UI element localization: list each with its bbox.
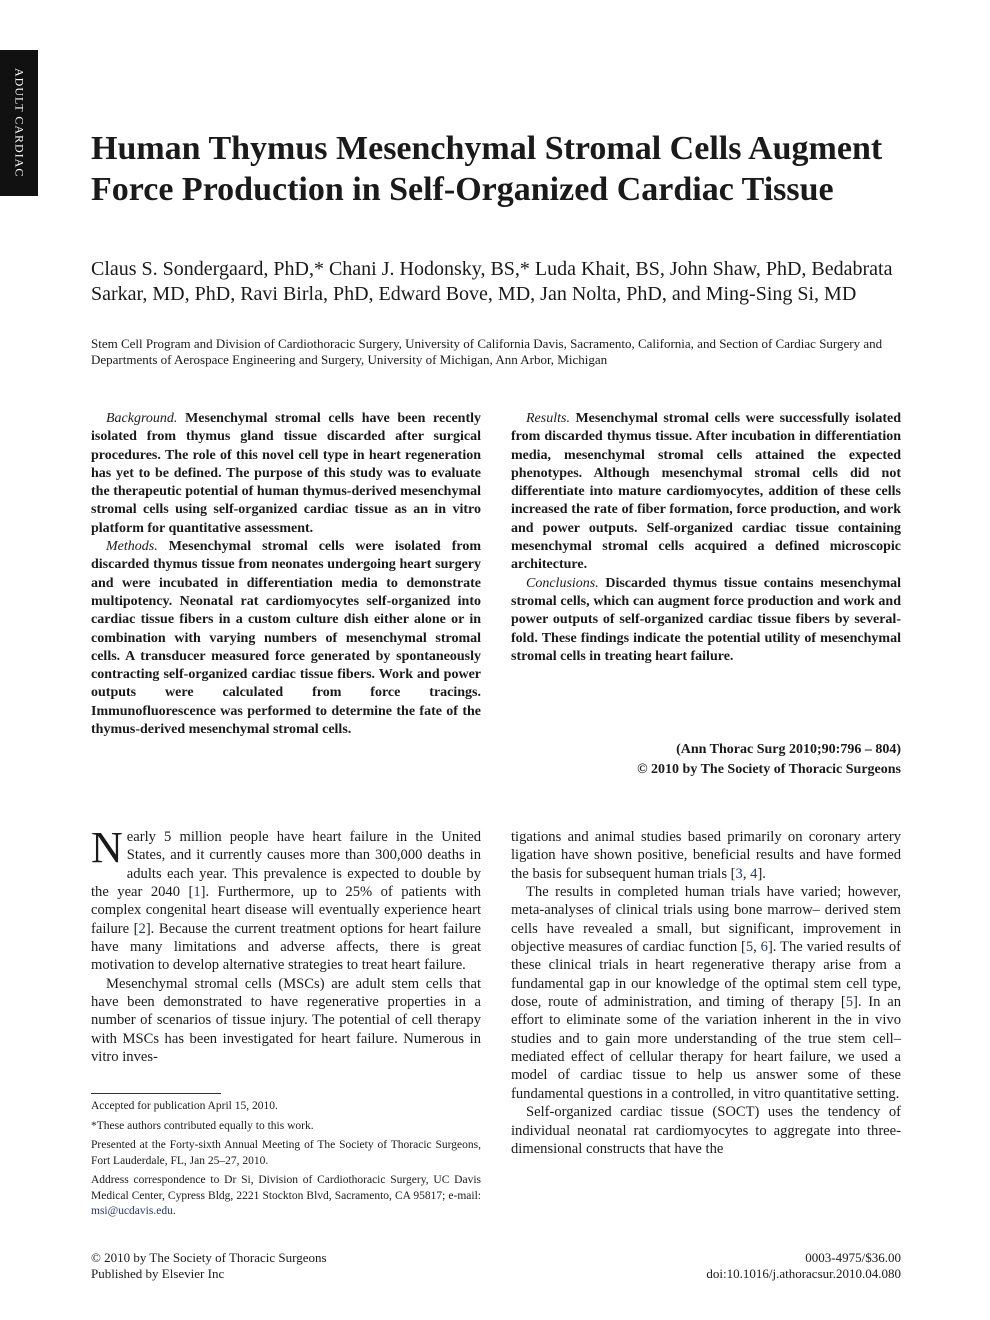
author-list: Claus S. Sondergaard, PhD,* Chani J. Hodonsky, BS,* Luda Khait, BS, John Shaw, PhD, Bedabrata Sarkar, MD, PhD, Ravi Birla, PhD, Edward Bove, MD, Jan Nolta, PhD, and Ming-Sing Si, MD bbox=[91, 258, 893, 305]
abstract-background bbox=[91, 410, 481, 538]
footer-right bbox=[511, 1250, 901, 1282]
reference-link-1[interactable]: 1 bbox=[193, 884, 201, 901]
body-paragraph-4: Self-organized cardiac tissue (SOCT) uses the tendency of individual neonatal rat cardiomyocytes to aggregate into three-dimensional constructs that have the bbox=[511, 1104, 901, 1157]
footer-doi: doi:10.1016/j.athoracsur.2010.04.080 bbox=[706, 1266, 901, 1281]
body-paragraph-2-cont bbox=[511, 828, 901, 883]
body-text: , bbox=[753, 939, 761, 956]
body-text: ]. bbox=[757, 865, 766, 882]
drop-cap: N bbox=[91, 823, 123, 872]
journal-citation: (Ann Thorac Surg 2010;90:796 – 804) bbox=[676, 742, 901, 757]
affiliation: Stem Cell Program and Division of Cardiothoracic Surgery, University of California Davis, Sacramento, California, and Section of Cardiac Surgery and Departments of Aerospace Engineering and Surgery, University of Michigan, Ann Arbor, Michigan bbox=[91, 336, 883, 367]
footer-copyright: © 2010 by The Society of Thoracic Surgeons bbox=[91, 1250, 327, 1265]
methods-text: Mesenchymal stromal cells were isolated from discarded thymus tissue from neonates undergoing heart surgery and were incubated in differentiation media to demonstrate multipotency. Neonatal rat cardiomyocytes self-organized into cardiac tissue fibers in a custom culture dish either alone or in combination with varying numbers of mesenchymal stromal cells. A transducer measured force generated by spontaneously contracting self-organized cardiac tissue fibers. Work and power outputs were calculated from force tracings. Immunofluorescence was performed to determine the fate of the thymus-derived mesenchymal stromal cells. bbox=[91, 539, 481, 738]
results-label: Results. bbox=[526, 411, 570, 426]
body-paragraph-2 bbox=[91, 975, 481, 1067]
footnote-divider bbox=[91, 1093, 221, 1094]
abstract-results bbox=[511, 410, 901, 575]
reference-link-5[interactable]: 5 bbox=[745, 939, 754, 956]
body-text: ]. The varied results of these clinical trials in heart regenerative therapy arise from a fundamental gap in our knowledge of the optimal stem cell type, dose, route of administration, and timing of therapy [ bbox=[511, 939, 902, 1011]
background-label: Background. bbox=[106, 411, 178, 426]
footnote-text: . bbox=[172, 1205, 176, 1217]
footer-issn-price: 0003-4975/$36.00 bbox=[805, 1250, 901, 1265]
body-text: ]. Furthermore, up to 25% of patients with complex congenital heart disease will eventually experience heart failure [ bbox=[91, 884, 481, 937]
abstract-right-column bbox=[511, 410, 901, 666]
body-text: early 5 million people have heart failure in the United States, and it currently causes more than 300,000 deaths in adults each year. This prevalence is expected to double by the year 2040 [ bbox=[91, 829, 481, 901]
footer-publisher: Published by Elsevier Inc bbox=[91, 1266, 225, 1281]
body-right-column bbox=[511, 828, 901, 1158]
citation-block bbox=[511, 740, 901, 780]
body-text: ]. In an effort to eliminate some of the variation inherent in the in vivo studies and to gain more understanding of the true stem cell–mediated effect of cellular therapy for heart failure, we used a model of cardiac tissue to help us answer some of these fundamental questions in a controlled, in vitro quantitative setting. bbox=[511, 994, 901, 1102]
reference-link-6[interactable]: 6 bbox=[760, 939, 768, 956]
reference-link-4[interactable]: 4 bbox=[750, 865, 758, 882]
email-link[interactable]: msi@ucdavis.edu bbox=[91, 1205, 173, 1217]
abstract-left-column bbox=[91, 410, 481, 739]
results-text: Mesenchymal stromal cells were successfully isolated from discarded thymus tissue. After incubation in differentiation media, mesenchymal stromal cells attained the expected phenotypes. Although mesenchymal stromal cells did not differentiate into mature cardiomyocytes, addition of these cells increased the rate of fiber formation, force production, and work and power outputs. Self-organized cardiac tissue containing mesenchymal stromal cells acquired a defined microscopic architecture. bbox=[511, 411, 901, 573]
footnote-equal-contribution: *These authors contributed equally to this work. bbox=[91, 1119, 314, 1132]
body-paragraph-3 bbox=[511, 883, 901, 1103]
article-title: Human Thymus Mesenchymal Stromal Cells Augment Force Production in Self-Organized Cardiac Tissue bbox=[91, 130, 883, 208]
citation-copyright: © 2010 by The Society of Thoracic Surgeons bbox=[637, 762, 901, 777]
body-text: ]. Because the current treatment options for heart failure have many limitations and adverse affects, there is great motivation to develop alternative strategies to treat heart failure. bbox=[91, 920, 481, 974]
footnote-correspondence bbox=[91, 1173, 481, 1220]
conclusions-text: Discarded thymus tissue contains mesenchymal stromal cells, which can augment force production and work and power outputs of self-organized cardiac tissue fibers by several-fold. These findings indicate the potential utility of mesenchymal stromal cells in treating heart failure. bbox=[511, 575, 901, 664]
methods-label: Methods. bbox=[106, 539, 158, 555]
footnote-text: Address correspondence to Dr Si, Division of Cardiothoracic Surgery, UC Davis Medical Center, Cypress Bldg, 2221 Stockton Blvd, Sacramento, CA 95817; e-mail: bbox=[91, 1174, 481, 1202]
body-left-column bbox=[91, 823, 481, 1066]
abstract-methods bbox=[91, 538, 481, 739]
reference-link-2[interactable]: 2 bbox=[138, 920, 146, 937]
body-text: , bbox=[742, 865, 751, 882]
body-text: Mesenchymal stromal cells (MSCs) are adult stem cells that have been demonstrated to have regenerative properties in a number of scenarios of tissue injury. The potential of cell therapy with MSCs has been investigated for heart failure. Numerous in vitro inves- bbox=[91, 975, 481, 1066]
body-text: The results in completed human trials have varied; however, meta-analyses of clinical trials using bone marrow– derived stem cells have revealed a small, but significant, improvement in objective measures of cardiac function [ bbox=[511, 884, 901, 956]
background-text: Mesenchymal stromal cells have been recently isolated from thymus gland tissue discarded after surgical procedures. The role of this novel cell type in heart regeneration has yet to be defined. The purpose of this study was to evaluate the therapeutic potential of human thymus-derived mesenchymal stromal cells using self-organized cardiac tissue as an in vitro platform for quantitative assessment. bbox=[91, 411, 481, 536]
footnote-presented: Presented at the Forty-sixth Annual Meeting of The Society of Thoracic Surgeons, Fort Lauderdale, FL, Jan 25–27, 2010. bbox=[91, 1139, 481, 1167]
section-tab-label: ADULT CARDIAC bbox=[12, 68, 27, 178]
reference-link-5b[interactable]: 5 bbox=[845, 994, 853, 1011]
footer-left bbox=[91, 1250, 491, 1282]
conclusions-label: Conclusions. bbox=[526, 575, 599, 591]
footnotes bbox=[91, 1099, 481, 1224]
footnote-accepted: Accepted for publication April 15, 2010. bbox=[91, 1100, 278, 1112]
body-paragraph-1 bbox=[91, 823, 481, 975]
body-text: tigations and animal studies based primarily on coronary artery ligation have shown positive, beneficial results and have formed the basis for subsequent human trials [ bbox=[511, 829, 901, 882]
section-tab bbox=[0, 50, 38, 196]
reference-link-3[interactable]: 3 bbox=[735, 865, 743, 882]
abstract-conclusions bbox=[511, 575, 901, 666]
